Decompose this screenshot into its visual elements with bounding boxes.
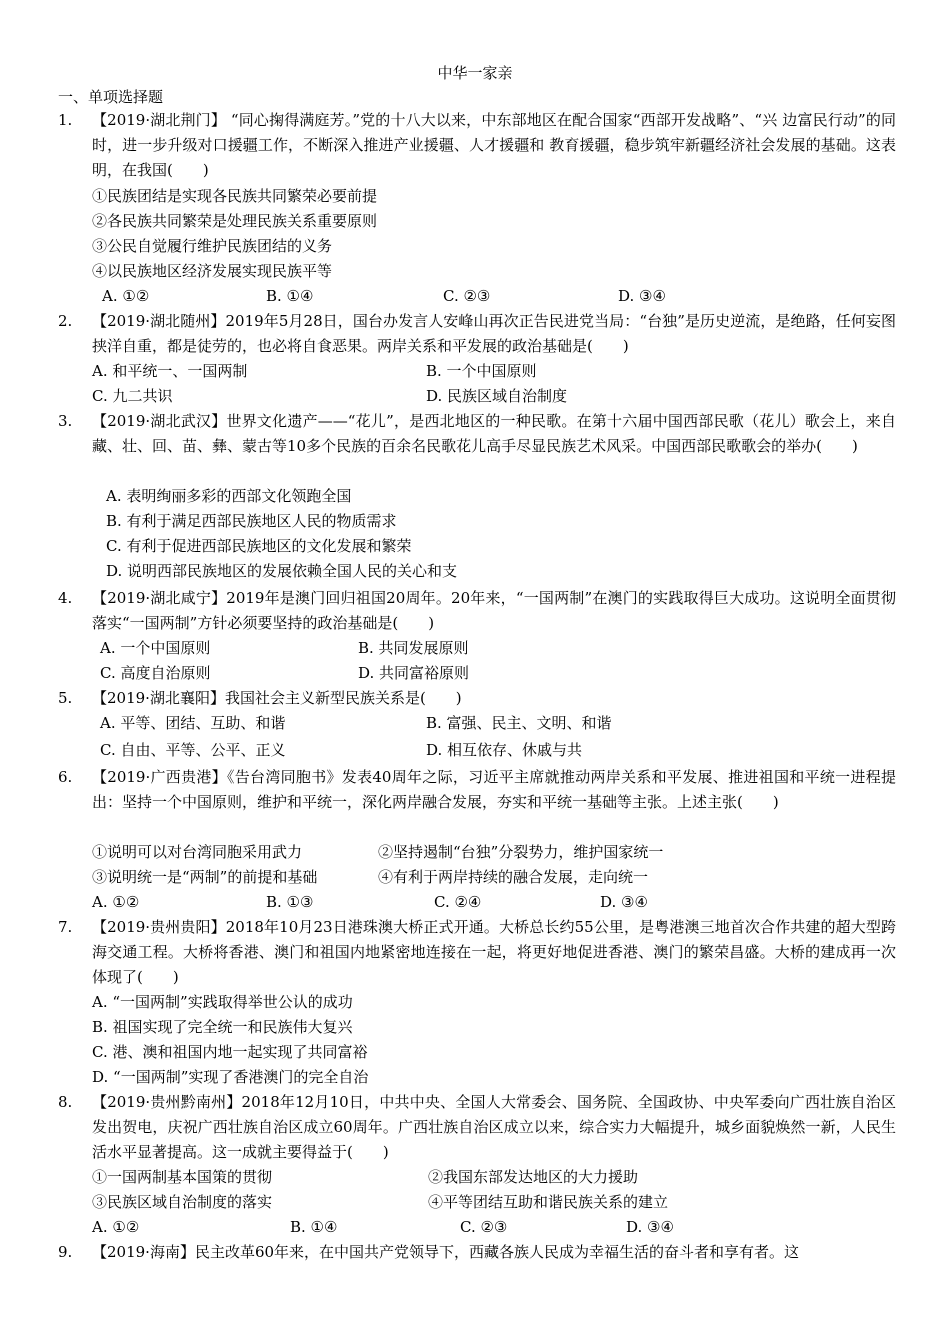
answer-option: A. ①② — [92, 893, 140, 911]
answer-option: D. 民族区域自治制度 — [426, 387, 568, 405]
question-number: 3. — [58, 412, 73, 430]
question-stem: 【2019·贵州贵阳】2018年10月23日港珠澳大桥正式开通。大桥总长约55公里，是粤港澳三地首次合作共建的超大型跨海交通工程。大桥将香港、澳门和祖国内地紧密地连接在一起，将更好地促进香港、澳门的繁荣昌盛。大桥的建成再一次体现了( ) — [92, 918, 896, 986]
answer-option: C. 高度自治原则 — [100, 664, 211, 682]
question-number: 9. — [58, 1243, 73, 1261]
answer-option: B. 一个中国原则 — [426, 362, 537, 380]
answer-option: A. ①② — [102, 287, 150, 305]
answer-option: B. ①③ — [266, 893, 314, 911]
page-title: 中华一家亲 — [437, 64, 513, 82]
statement-item: ④平等团结互助和谐民族关系的建立 — [428, 1193, 669, 1211]
question-stem: 【2019·湖北武汉】世界文化遗产——“花儿”，是西北地区的一种民歌。在第十六届中国西部民歌（花儿）歌会上，来自藏、壮、回、苗、彝、蒙古等10多个民族的百余名民歌花儿高手尽显民族艺术风采。中国西部民歌歌会的举办( ) — [92, 412, 896, 455]
statement-item: ④以民族地区经济发展实现民族平等 — [92, 262, 333, 280]
answer-option: C. 自由、平等、公平、正义 — [100, 741, 286, 759]
answer-option: C. ②③ — [443, 287, 491, 305]
answer-option: D. ③④ — [600, 893, 648, 911]
answer-option: C. ②③ — [460, 1218, 508, 1236]
question-number: 4. — [58, 589, 73, 607]
question-stem: 【2019·贵州黔南州】2018年12月10日，中共中央、全国人大常委会、国务院、全国政协、中央军委向广西壮族自治区发出贺电，庆祝广西壮族自治区成立60周年。广西壮族自治区成立以来，综合实力大幅提升，城乡面貌焕然一新，人民生活水平显著提高。这一成就主要得益于( ) — [92, 1093, 896, 1161]
answer-option: D. 相互依存、休戚与共 — [426, 741, 583, 759]
answer-option: A. “一国两制”实践取得举世公认的成功 — [92, 993, 353, 1011]
statement-item: ③公民自觉履行维护民族团结的义务 — [92, 237, 333, 255]
answer-option: C. 九二共识 — [92, 387, 173, 405]
question-number: 5. — [58, 689, 73, 707]
answer-option: C. ②④ — [434, 893, 482, 911]
question-number: 2. — [58, 312, 73, 330]
statement-item: ①说明可以对台湾同胞采用武力 — [92, 843, 303, 861]
statement-item: ④有利于两岸持续的融合发展，走向统一 — [378, 868, 649, 886]
answer-option: A. 平等、团结、互助、和谐 — [100, 714, 286, 732]
statement-item: ②我国东部发达地区的大力援助 — [428, 1168, 639, 1186]
answer-option: A. 表明绚丽多彩的西部文化领跑全国 — [106, 487, 352, 505]
question-stem: 【2019·湖北咸宁】2019年是澳门回归祖国20周年。20年来，“一国两制”在澳门的实践取得巨大成功。这说明全面贯彻落实“一国两制”方针必须要坚持的政治基础是( ) — [92, 589, 896, 632]
question-stem: 【2019·湖北随州】2019年5月28日，国台办发言人安峰山再次正告民进党当局：“台独”是历史逆流，是绝路，任何妄图挟洋自重，都是徒劳的，也必将自食恶果。两岸关系和平发展的政治基础是( ) — [92, 312, 896, 355]
statement-item: ①民族团结是实现各民族共同繁荣必要前提 — [92, 187, 378, 205]
answer-option: D. ③④ — [618, 287, 666, 305]
answer-option: D. ③④ — [626, 1218, 674, 1236]
answer-option: A. 一个中国原则 — [100, 639, 211, 657]
answer-option: C. 有利于促进西部民族地区的文化发展和繁荣 — [106, 537, 412, 555]
answer-option: B. ①④ — [266, 287, 314, 305]
statement-item: ②各民族共同繁荣是处理民族关系重要原则 — [92, 212, 378, 230]
question-stem: 【2019·湖北荆门】 “同心掬得满庭芳。”党的十八大以来，中东部地区在配合国家“西部开发战略”、“兴 边富民行动”的同时，进一步升级对口援疆工作，不断深入推进产业援疆、人才援疆和 教育援疆，稳步筑牢新疆经济社会发展的基础。这表明，在我国( ) — [92, 111, 896, 179]
question-stem: 【2019·海南】民主改革60年来，在中国共产党领导下，西藏各族人民成为幸福生活的奋斗者和享有者。这 — [92, 1243, 800, 1261]
answer-option: B. 祖国实现了完全统一和民族伟大复兴 — [92, 1018, 353, 1036]
answer-option: B. ①④ — [290, 1218, 338, 1236]
answer-option: B. 有利于满足西部民族地区人民的物质需求 — [106, 512, 397, 530]
answer-option: D. “一国两制”实现了香港澳门的完全自治 — [92, 1068, 369, 1086]
answer-option: A. 和平统一、一国两制 — [92, 362, 248, 380]
section-heading: 一、单项选择题 — [58, 88, 164, 106]
answer-option: C. 港、澳和祖国内地一起实现了共同富裕 — [92, 1043, 368, 1061]
question-stem: 【2019·广西贵港】《告台湾同胞书》发表40周年之际，习近平主席就推动两岸关系和平发展、推进祖国和平统一进程提出：坚持一个中国原则，维护和平统一，深化两岸融合发展，夯实和平统一基础等主张。上述主张( ) — [92, 768, 896, 811]
question-number: 8. — [58, 1093, 73, 1111]
answer-option: B. 共同发展原则 — [358, 639, 469, 657]
answer-option: A. ①② — [92, 1218, 140, 1236]
answer-option: B. 富强、民主、文明、和谐 — [426, 714, 612, 732]
question-stem: 【2019·湖北襄阳】我国社会主义新型民族关系是( ) — [92, 689, 462, 707]
question-number: 7. — [58, 918, 73, 936]
statement-item: ③民族区域自治制度的落实 — [92, 1193, 273, 1211]
answer-option: D. 说明西部民族地区的发展依赖全国人民的关心和支 — [106, 562, 458, 580]
question-number: 1. — [58, 111, 73, 129]
statement-item: ②坚持遏制“台独”分裂势力，维护国家统一 — [378, 843, 664, 861]
question-number: 6. — [58, 768, 73, 786]
answer-option: D. 共同富裕原则 — [358, 664, 470, 682]
statement-item: ③说明统一是“两制”的前提和基础 — [92, 868, 318, 886]
statement-item: ①一国两制基本国策的贯彻 — [92, 1168, 273, 1186]
